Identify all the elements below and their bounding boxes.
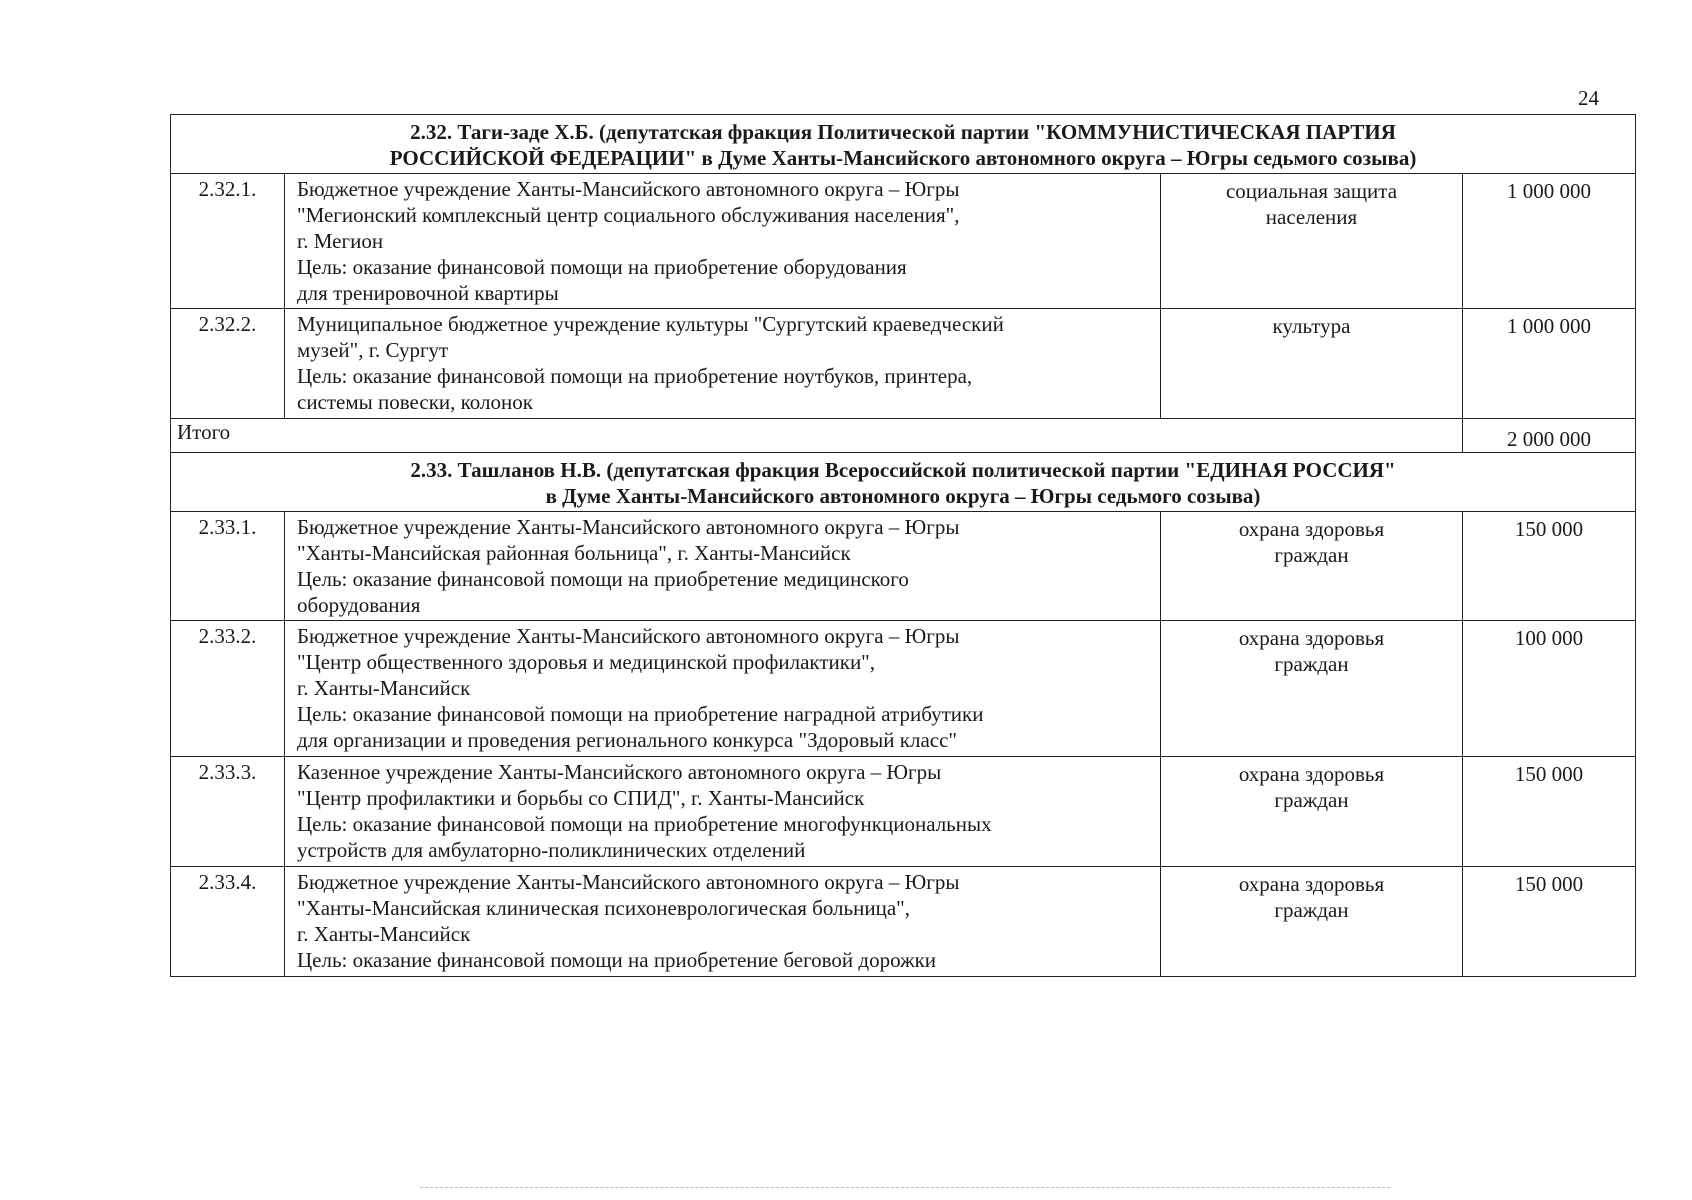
table-row <box>171 757 1636 867</box>
section-heading <box>171 115 1636 174</box>
description-line: Казенное учреждение Ханты-Мансийского автономного округа – Югры <box>297 760 942 784</box>
scan-artifact-line <box>420 1187 1390 1188</box>
description-line: Бюджетное учреждение Ханты-Мансийского автономного округа – Югры <box>297 870 960 894</box>
description-line: Цель: оказание финансовой помощи на приобретение многофункциональных <box>297 812 992 836</box>
item-category <box>1161 512 1463 621</box>
description-line: Цель: оказание финансовой помощи на приобретение оборудования <box>297 255 907 279</box>
item-amount: 150 000 <box>1463 867 1636 977</box>
item-amount: 100 000 <box>1463 621 1636 757</box>
section-heading-line: в Думе Ханты-Мансийского автономного округа – Югры седьмого созыва) <box>545 484 1261 508</box>
table-row <box>171 174 1636 309</box>
section-heading-line: 2.32. Таги-заде Х.Б. (депутатская фракция Политической партии "КОММУНИСТИЧЕСКАЯ ПАРТИЯ <box>410 120 1396 144</box>
total-label: Итого <box>171 419 1463 453</box>
item-number: 2.33.2. <box>171 621 285 757</box>
item-number: 2.32.2. <box>171 309 285 419</box>
item-description <box>285 757 1161 867</box>
table-row <box>171 867 1636 977</box>
grants-table <box>170 114 1636 977</box>
item-description <box>285 309 1161 419</box>
item-description <box>285 174 1161 309</box>
description-line: для тренировочной квартиры <box>297 281 559 305</box>
category-line: охрана здоровья <box>1238 762 1385 786</box>
item-number: 2.32.1. <box>171 174 285 309</box>
item-description <box>285 621 1161 757</box>
table-row <box>171 512 1636 621</box>
description-line: Цель: оказание финансовой помощи на приобретение ноутбуков, принтера, <box>297 364 973 388</box>
category-line: населения <box>1265 205 1358 229</box>
description-line: "Ханты-Мансийская клиническая психоневрологическая больница", <box>297 896 910 920</box>
item-number: 2.33.3. <box>171 757 285 867</box>
total-row <box>171 419 1636 453</box>
section-heading-line: 2.33. Ташланов Н.В. (депутатская фракция Всероссийской политической партии "ЕДИНАЯ РОССИЯ" <box>410 458 1396 482</box>
section-heading-row <box>171 453 1636 512</box>
table-row <box>171 621 1636 757</box>
item-amount: 150 000 <box>1463 757 1636 867</box>
item-category <box>1161 757 1463 867</box>
description-line: "Мегионский комплексный центр социального обслуживания населения", <box>297 203 960 227</box>
description-line: г. Мегион <box>297 229 384 253</box>
section-heading-line: РОССИЙСКОЙ ФЕДЕРАЦИИ" в Думе Ханты-Мансийского автономного округа – Югры седьмого созыва) <box>389 146 1417 170</box>
description-line: "Ханты-Мансийская районная больница", г. Ханты-Мансийск <box>297 541 851 565</box>
section-heading-row <box>171 115 1636 174</box>
category-line: охрана здоровья <box>1238 517 1385 541</box>
description-line: Цель: оказание финансовой помощи на приобретение медицинского <box>297 567 909 591</box>
category-line: граждан <box>1274 652 1349 676</box>
item-category <box>1161 174 1463 309</box>
description-line: оборудования <box>297 593 421 617</box>
description-line: Бюджетное учреждение Ханты-Мансийского автономного округа – Югры <box>297 624 960 648</box>
table-row <box>171 309 1636 419</box>
item-number: 2.33.1. <box>171 512 285 621</box>
description-line: Бюджетное учреждение Ханты-Мансийского автономного округа – Югры <box>297 515 960 539</box>
category-line: социальная защита <box>1225 179 1398 203</box>
section-heading <box>171 453 1636 512</box>
description-line: "Центр профилактики и борьбы со СПИД", г. Ханты-Мансийск <box>297 786 865 810</box>
category-line: охрана здоровья <box>1238 626 1385 650</box>
category-line: граждан <box>1274 898 1349 922</box>
category-line: граждан <box>1274 788 1349 812</box>
description-line: "Центр общественного здоровья и медицинской профилактики", <box>297 650 876 674</box>
item-amount: 1 000 000 <box>1463 174 1636 309</box>
description-line: для организации и проведения регионального конкурса "Здоровый класс" <box>297 728 957 752</box>
description-line: Цель: оказание финансовой помощи на приобретение наградной атрибутики <box>297 702 984 726</box>
description-line: Бюджетное учреждение Ханты-Мансийского автономного округа – Югры <box>297 177 960 201</box>
description-line: Муниципальное бюджетное учреждение культуры "Сургутский краеведческий <box>297 312 1004 336</box>
total-amount: 2 000 000 <box>1463 419 1636 453</box>
description-line: устройств для амбулаторно-поликлинических отделений <box>297 838 806 862</box>
item-description <box>285 512 1161 621</box>
description-line: г. Ханты-Мансийск <box>297 922 471 946</box>
item-category <box>1161 867 1463 977</box>
item-amount: 1 000 000 <box>1463 309 1636 419</box>
item-category <box>1161 309 1463 419</box>
category-line: охрана здоровья <box>1238 872 1385 896</box>
item-description <box>285 867 1161 977</box>
page-number: 24 <box>1578 86 1599 110</box>
item-category <box>1161 621 1463 757</box>
item-number: 2.33.4. <box>171 867 285 977</box>
category-line: граждан <box>1274 543 1349 567</box>
description-line: г. Ханты-Мансийск <box>297 676 471 700</box>
item-amount: 150 000 <box>1463 512 1636 621</box>
description-line: Цель: оказание финансовой помощи на приобретение беговой дорожки <box>297 948 937 972</box>
description-line: музей", г. Сургут <box>297 338 449 362</box>
category-line: культура <box>1272 314 1351 338</box>
description-line: системы повески, колонок <box>297 390 533 414</box>
